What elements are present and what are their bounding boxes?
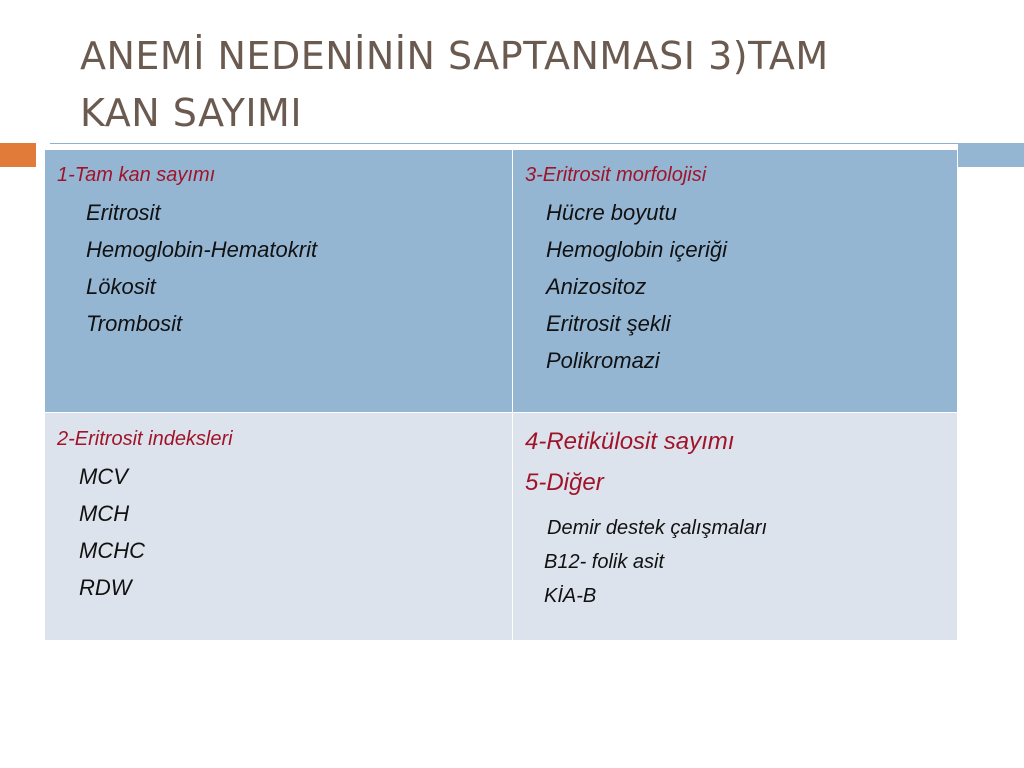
cell-heading: 3-Eritrosit morfolojisi — [525, 164, 707, 186]
title-line-2: KAN SAYIMI — [80, 91, 303, 135]
cell-heading: 2-Eritrosit indeksleri — [57, 428, 233, 450]
list-item: MCH — [79, 501, 130, 526]
table-row — [45, 150, 958, 413]
list-item: Polikromazi — [546, 348, 660, 373]
content-table — [44, 149, 958, 641]
list-item: MCHC — [79, 538, 145, 563]
accent-bar-right — [958, 143, 1024, 167]
list-item: Eritrosit şekli — [546, 311, 671, 336]
list-item: Anizositoz — [546, 274, 647, 299]
cell-other — [513, 413, 958, 641]
cell-heading: 1-Tam kan sayımı — [57, 164, 216, 186]
list-item: Lökosit — [86, 274, 156, 299]
list-item: Hemoglobin içeriği — [546, 237, 727, 262]
list-item: Hücre boyutu — [546, 200, 677, 225]
cell-heading-reticulocyte: 4-Retikülosit sayımı — [525, 428, 735, 455]
cell-indices — [45, 413, 513, 641]
list-item: RDW — [79, 575, 132, 600]
cell-heading-other: 5-Diğer — [525, 469, 604, 496]
title-line-1: ANEMİ NEDENİNİN SAPTANMASI 3)TAM — [80, 34, 829, 78]
list-item: B12- folik asit — [544, 551, 665, 573]
accent-divider-line — [50, 143, 1024, 144]
slide-title — [80, 28, 960, 142]
list-item: Eritrosit — [86, 200, 161, 225]
table-row — [45, 413, 958, 641]
cell-cbc — [45, 150, 513, 413]
list-item: MCV — [79, 464, 128, 489]
list-item: Hemoglobin-Hematokrit — [86, 237, 318, 262]
list-item: Trombosit — [86, 311, 183, 336]
accent-bar-left — [0, 143, 36, 167]
cell-morphology — [513, 150, 958, 413]
list-item: KİA-B — [544, 585, 597, 607]
list-item: Demir destek çalışmaları — [547, 517, 768, 539]
